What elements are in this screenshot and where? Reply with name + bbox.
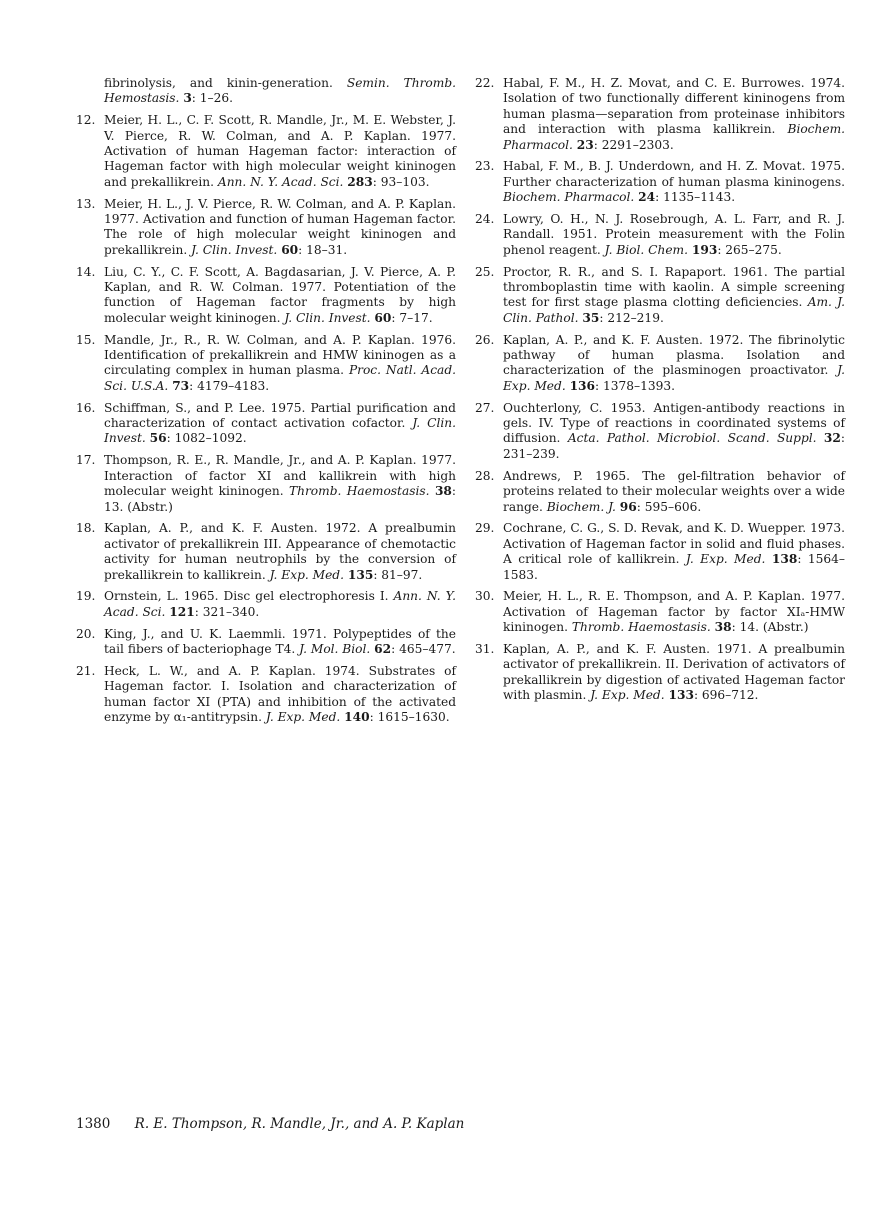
reference-item [475, 265, 845, 327]
reference-pages: : 265–275. [717, 242, 782, 257]
reference-text: Meier, H. L., R. E. Thompson, and A. P. Kaplan. 1977. Activation of Hageman factor by factor XIₐ-HMW kininogen. [503, 589, 845, 635]
reference-pages: : 4179–4183. [189, 378, 270, 393]
reference-number: 14. [76, 264, 96, 279]
reference-journal: Biochem. Pharmacol. [503, 190, 635, 205]
reference-number: 17. [76, 453, 96, 468]
reference-item [475, 521, 845, 583]
reference-item [475, 469, 845, 515]
reference-volume: 135 [347, 567, 374, 582]
reference-item [76, 664, 456, 726]
reference-number: 13. [76, 196, 96, 211]
references-right-column [475, 76, 845, 710]
reference-volume: 32 [823, 431, 841, 446]
reference-number: 31. [475, 641, 495, 656]
reference-volume: 133 [668, 688, 694, 703]
reference-number: 28. [475, 468, 495, 483]
reference-journal: Ann. N. Y. Acad. Sci. [104, 589, 456, 619]
reference-item [475, 589, 845, 635]
reference-journal: Am. J. Clin. Pathol. [503, 295, 845, 325]
reference-text: Meier, H. L., J. V. Pierce, R. W. Colman, and A. P. Kaplan. 1977. Activation and function of human Hageman factor. The role of high molecular weight kininogen and prekallikrein. [104, 196, 456, 257]
reference-journal: J. Biol. Chem. [604, 242, 688, 257]
reference-pages: : 595–606. [636, 499, 702, 514]
reference-number: 22. [475, 76, 495, 90]
reference-journal: Ann. N. Y. Acad. Sci. [217, 174, 344, 189]
reference-item [76, 453, 456, 515]
reference-text: Lowry, O. H., N. J. Rosebrough, A. L. Farr, and R. J. Randall. 1951. Protein measurement with the Folin phenol reagent. [503, 212, 845, 257]
reference-number: 18. [76, 521, 96, 536]
reference-text: Andrews, P. 1965. The gel-filtration behavior of proteins related to their molecular weights over a wide range. [503, 468, 845, 514]
reference-journal: Acta. Pathol. Microbiol. Scand. Suppl. [567, 431, 817, 446]
reference-item [475, 212, 845, 258]
reference-pages: : 93–103. [372, 174, 430, 189]
reference-text: Ouchterlony, C. 1953. Antigen-antibody reactions in gels. IV. Type of reactions in coordinated systems of diffusion. [503, 400, 845, 446]
reference-volume: 140 [344, 709, 370, 724]
reference-number: 26. [475, 332, 495, 347]
reference-journal: J. Clin. Invest. [191, 242, 278, 257]
page-number: 1380 [76, 1116, 111, 1132]
reference-item [76, 333, 456, 395]
reference-text: Kaplan, A. P., and K. F. Austen. 1972. The fibrinolytic pathway of human plasma. Isolation and characterization of the plasminogen proactivator. [503, 332, 845, 378]
reference-number: 20. [76, 626, 96, 641]
reference-journal: Proc. Natl. Acad. Sci. U.S.A. [104, 363, 456, 393]
reference-volume: 38 [714, 620, 732, 635]
reference-journal: J. Exp. Med. [269, 567, 344, 582]
reference-item [76, 401, 456, 447]
reference-number: 23. [475, 159, 495, 174]
reference-item [475, 642, 845, 704]
reference-item [76, 76, 456, 107]
reference-volume: 3 [183, 91, 192, 106]
reference-text: Mandle, Jr., R., R. W. Colman, and A. P. Kaplan. 1976. Identification of prekallikrein and HMW kininogen as a circulating complex in human plasma. [104, 332, 456, 378]
reference-pages: : 14. (Abstr.) [731, 620, 809, 635]
reference-journal: Biochem. Pharmacol. [503, 122, 845, 152]
reference-text: Meier, H. L., C. F. Scott, R. Mandle, Jr., M. E. Webster, J. V. Pierce, R. W. Colman, and A. P. Kaplan. 1977. Activation of human Hageman factor: interaction of Hageman factor with high molecular weight kininogen and prekallikrein. [104, 113, 456, 189]
reference-pages: : 321–340. [194, 604, 260, 619]
reference-text: Proctor, R. R., and S. I. Rapaport. 1961. The partial thromboplastin time with kaolin. A simple screening test for first stage plasma clotting deficiencies. [503, 264, 845, 310]
reference-text: Habal, F. M., B. J. Underdown, and H. Z. Movat. 1975. Further characterization of human plasma kininogens. [503, 159, 845, 189]
reference-volume: 136 [569, 378, 596, 393]
reference-journal: Semin. Thromb. Hemostasis. [104, 76, 456, 106]
reference-text: Liu, C. Y., C. F. Scott, A. Bagdasarian, J. V. Pierce, A. P. Kaplan, and R. W. Colman. 1977. Potentiation of the function of Hageman factor fragments by high molecular weight kininogen. [104, 264, 456, 325]
reference-volume: 60 [281, 242, 299, 257]
reference-text: Schiffman, S., and P. Lee. 1975. Partial purification and characterization of contact activation cofactor. [104, 400, 456, 431]
reference-item [76, 589, 456, 620]
reference-pages: : 1564–1583. [503, 552, 846, 582]
reference-volume: 283 [347, 174, 373, 189]
reference-volume: 73 [172, 378, 190, 393]
reference-journal: J. Exp. Med. [265, 709, 341, 724]
reference-journal: J. Exp. Med. [590, 688, 665, 703]
reference-number: 25. [475, 264, 495, 279]
reference-pages: : 1082–1092. [166, 431, 247, 446]
reference-volume: 138 [771, 552, 798, 567]
reference-number: 30. [475, 589, 495, 604]
reference-volume: 24 [638, 190, 656, 205]
reference-pages: : 1135–1143. [655, 190, 736, 205]
reference-item [76, 265, 456, 327]
reference-item [475, 333, 845, 395]
reference-volume: 96 [619, 499, 637, 514]
reference-pages: : 1615–1630. [369, 709, 450, 724]
reference-number: 21. [76, 663, 96, 678]
reference-number: 15. [76, 332, 96, 347]
reference-volume: 56 [149, 431, 167, 446]
reference-text: Kaplan, A. P., and K. F. Austen. 1972. A prealbumin activator of prekallikrein III. Appearance of chemotactic activity for human neutrophils by the conversion of prekallikrein to kallikrein. [104, 521, 456, 582]
reference-pages: : 18–31. [298, 242, 348, 257]
reference-journal: Thromb. Haemostasis. [571, 620, 711, 635]
reference-volume: 193 [691, 242, 718, 257]
reference-text: Heck, L. W., and A. P. Kaplan. 1974. Substrates of Hageman factor. I. Isolation and characterization of human factor XI (PTA) and inhibition of the activated enzyme by α₁-antitrypsin. [104, 663, 456, 724]
reference-pages: : 1378–1393. [595, 378, 675, 393]
page-footer [76, 1116, 464, 1132]
reference-journal: J. Exp. Med. [503, 363, 845, 393]
reference-journal: J. Clin. Invest. [104, 416, 456, 446]
reference-pages: : 2291–2303. [593, 137, 674, 152]
reference-number: 16. [76, 400, 96, 415]
reference-pages: : 13. (Abstr.) [104, 484, 457, 514]
reference-journal: J. Exp. Med. [685, 552, 766, 567]
reference-volume: 62 [374, 641, 392, 656]
reference-item [76, 521, 456, 583]
reference-volume: 23 [576, 137, 594, 152]
reference-volume: 121 [169, 604, 195, 619]
reference-text: King, J., and U. K. Laemmli. 1971. Polypeptides of the tail fibers of bacteriophage T4. [104, 626, 456, 656]
reference-item [475, 401, 845, 463]
reference-number: 12. [76, 113, 96, 128]
reference-pages: : 1–26. [191, 91, 234, 106]
reference-text: Thompson, R. E., R. Mandle, Jr., and A. P. Kaplan. 1977. Interaction of factor XI and kallikrein with high molecular weight kininogen. [104, 453, 456, 499]
reference-volume: 38 [434, 484, 452, 499]
reference-item [76, 627, 456, 658]
reference-text: fibrinolysis, and kinin-generation. [104, 76, 347, 90]
reference-pages: : 7–17. [391, 310, 433, 325]
reference-journal: Thromb. Haemostasis. [289, 484, 430, 499]
reference-pages: : 231–239. [503, 431, 845, 461]
reference-number: 19. [76, 589, 96, 604]
reference-item [475, 159, 845, 205]
reference-pages: : 81–97. [373, 567, 423, 582]
reference-item [76, 197, 456, 259]
reference-item [475, 76, 845, 153]
reference-volume: 35 [582, 310, 600, 325]
reference-pages: : 212–219. [599, 310, 664, 325]
references-left-column [76, 76, 456, 732]
reference-text: Ornstein, L. 1965. Disc gel electrophoresis I. [104, 589, 394, 604]
running-authors: R. E. Thompson, R. Mandle, Jr., and A. P. Kaplan [134, 1116, 465, 1132]
reference-pages: : 465–477. [391, 641, 456, 656]
reference-volume: 60 [374, 310, 392, 325]
reference-journal: Biochem. J. [546, 499, 616, 514]
reference-item [76, 113, 456, 190]
reference-pages: : 696–712. [693, 688, 759, 703]
reference-journal: J. Mol. Biol. [299, 641, 371, 656]
reference-text: Kaplan, A. P., and K. F. Austen. 1971. A prealbumin activator of prekallikrein. II. Derivation of activators of prekallikrein by digestion of activated Hageman factor with plasmin. [503, 641, 845, 703]
reference-number: 24. [475, 212, 495, 227]
reference-text: Cochrane, C. G., S. D. Revak, and K. D. Wuepper. 1973. Activation of Hageman factor in solid and fluid phases. A critical role of kallikrein. [503, 521, 845, 567]
reference-number: 29. [475, 521, 495, 536]
reference-number: 27. [475, 400, 495, 415]
reference-journal: J. Clin. Invest. [284, 310, 371, 325]
reference-text: Habal, F. M., H. Z. Movat, and C. E. Burrowes. 1974. Isolation of two functionally different kininogens from human plasma—separation from proteinase inhibitors and interaction with plasma kallikrein. [503, 76, 845, 137]
